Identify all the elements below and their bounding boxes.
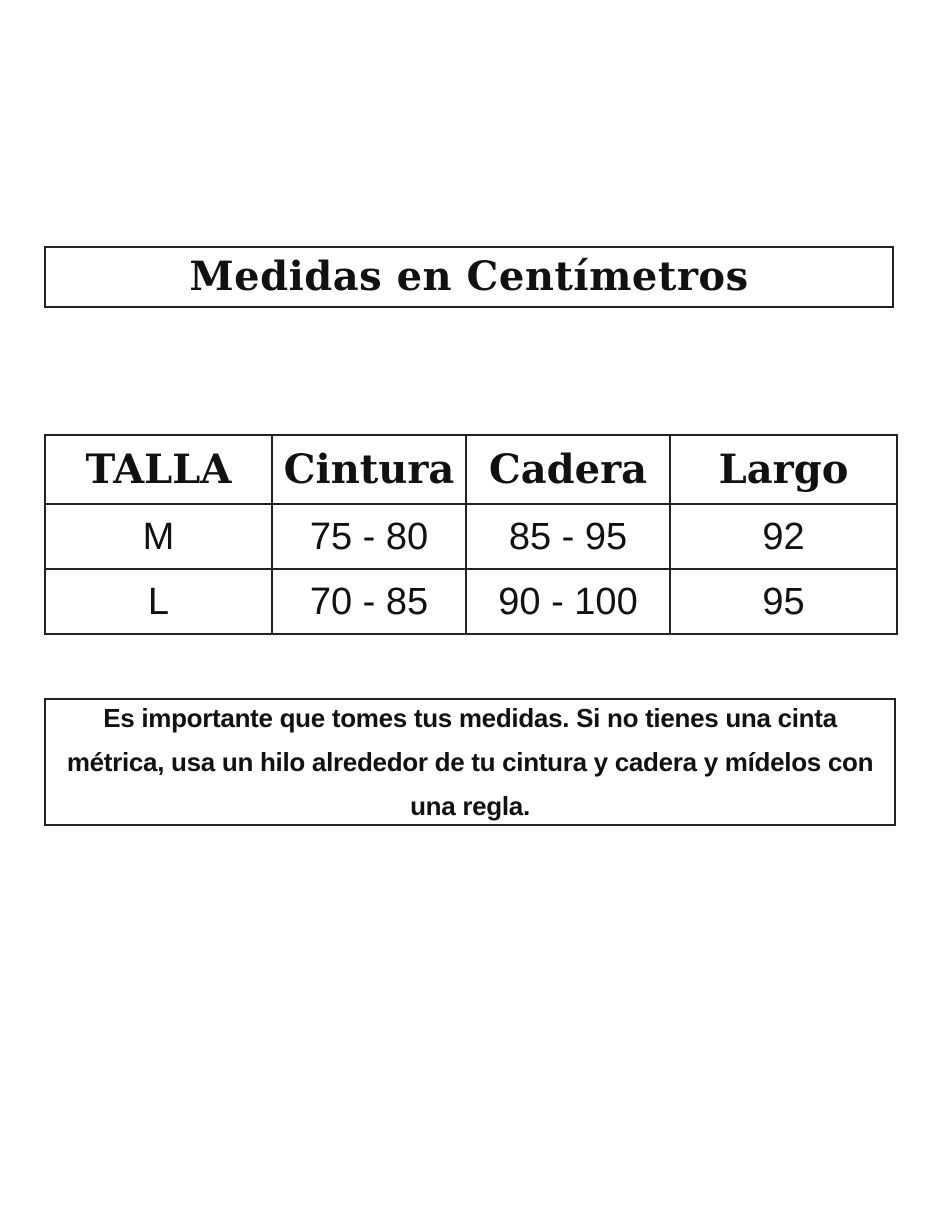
header-cadera: Cadera [466, 435, 670, 504]
note-box [44, 698, 896, 826]
table-row [45, 504, 897, 569]
cell-largo: 95 [670, 569, 897, 634]
cell-largo: 92 [670, 504, 897, 569]
cell-cadera: 90 - 100 [466, 569, 670, 634]
cell-cadera: 85 - 95 [466, 504, 670, 569]
cell-cintura: 75 - 80 [272, 504, 466, 569]
note-text: Es importante que tomes tus medidas. Si no tienes una cinta métrica, usa un hilo alrededor de tu cintura y cadera y mídelos con una regla. [66, 703, 874, 821]
cell-cintura: 70 - 85 [272, 569, 466, 634]
size-table [44, 434, 898, 635]
title-box [44, 246, 894, 308]
header-cintura: Cintura [272, 435, 466, 504]
table-row [45, 569, 897, 634]
cell-talla: M [45, 504, 272, 569]
table-header-row [45, 435, 897, 504]
page-title: Medidas en Centímetros [189, 253, 749, 300]
cell-talla: L [45, 569, 272, 634]
header-largo: Largo [670, 435, 897, 504]
header-talla: TALLA [45, 435, 272, 504]
